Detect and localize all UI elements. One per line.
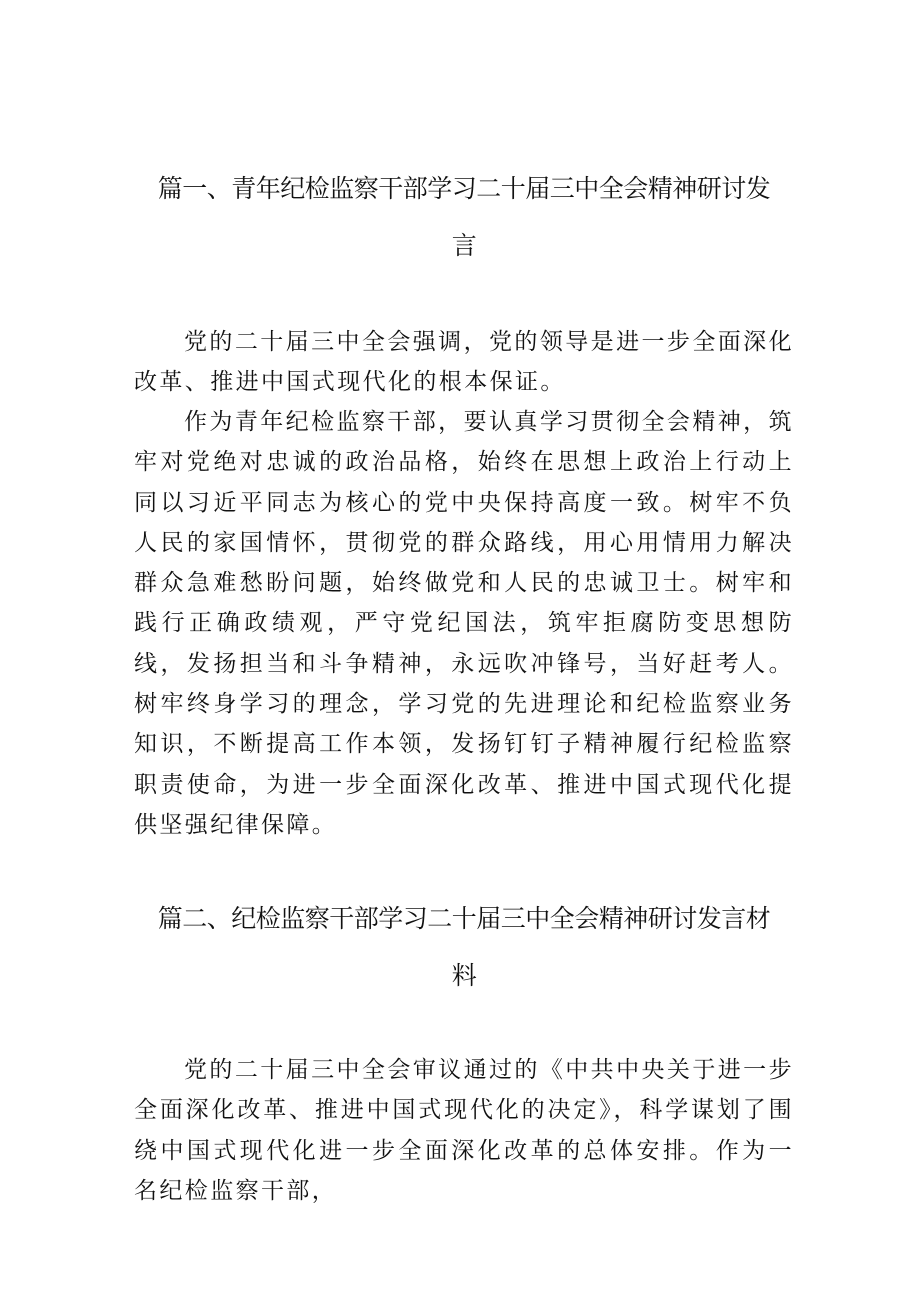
section-1-paragraph-2-text: 作为青年纪检监察干部，要认真学习贯彻全会精神，筑牢对党绝对忠诚的政治品格，始终在思想上政治上行动上同以习近平同志为核心的党中央保持高度一致。树牢不负人民的家国情怀，贯彻党的群众路线，用心用情用力解决群众急难愁盼问题，始终做党和人民的忠诚卫士。树牢和践行正确政绩观，严守党纪国法，筑牢拒腐防变思想防线，发扬担当和斗争精神，永远吹冲锋号，当好赶考人。树牢终身学习的理念，学习党的先进理论和纪检监察业务知识，不断提高工作本领，发扬钉钉子精神履行纪检监察职责使命，为进一步全面深化改革、推进中国式现代化提供坚强纪律保障。: [134, 409, 794, 838]
section-2-paragraph-1: [134, 1050, 794, 1211]
section-2-paragraph-1-text: 党的二十届三中全会审议通过的《中共中央关于进一步全面深化改革、推进中国式现代化的决定》，科学谋划了围绕中国式现代化进一步全面深化改革的总体安排。作为一名纪检监察干部，: [134, 1057, 794, 1204]
section-1-title-line-2: 言: [451, 231, 477, 260]
section-1-title-line-1: 篇一、青年纪检监察干部学习二十届三中全会精神研讨发: [157, 174, 771, 203]
section-1-title: [134, 160, 794, 274]
section-1-paragraph-1: [134, 322, 794, 403]
section-2-title: [134, 890, 794, 1004]
section-2-title-line-1: 篇二、纪检监察干部学习二十届三中全会精神研讨发言材: [157, 904, 771, 933]
section-2-title-line-2: 料: [451, 961, 477, 990]
section-1-paragraph-1-text: 党的二十届三中全会强调，党的领导是进一步全面深化改革、推进中国式现代化的根本保证。: [134, 329, 794, 396]
section-1-paragraph-2: [134, 402, 794, 845]
